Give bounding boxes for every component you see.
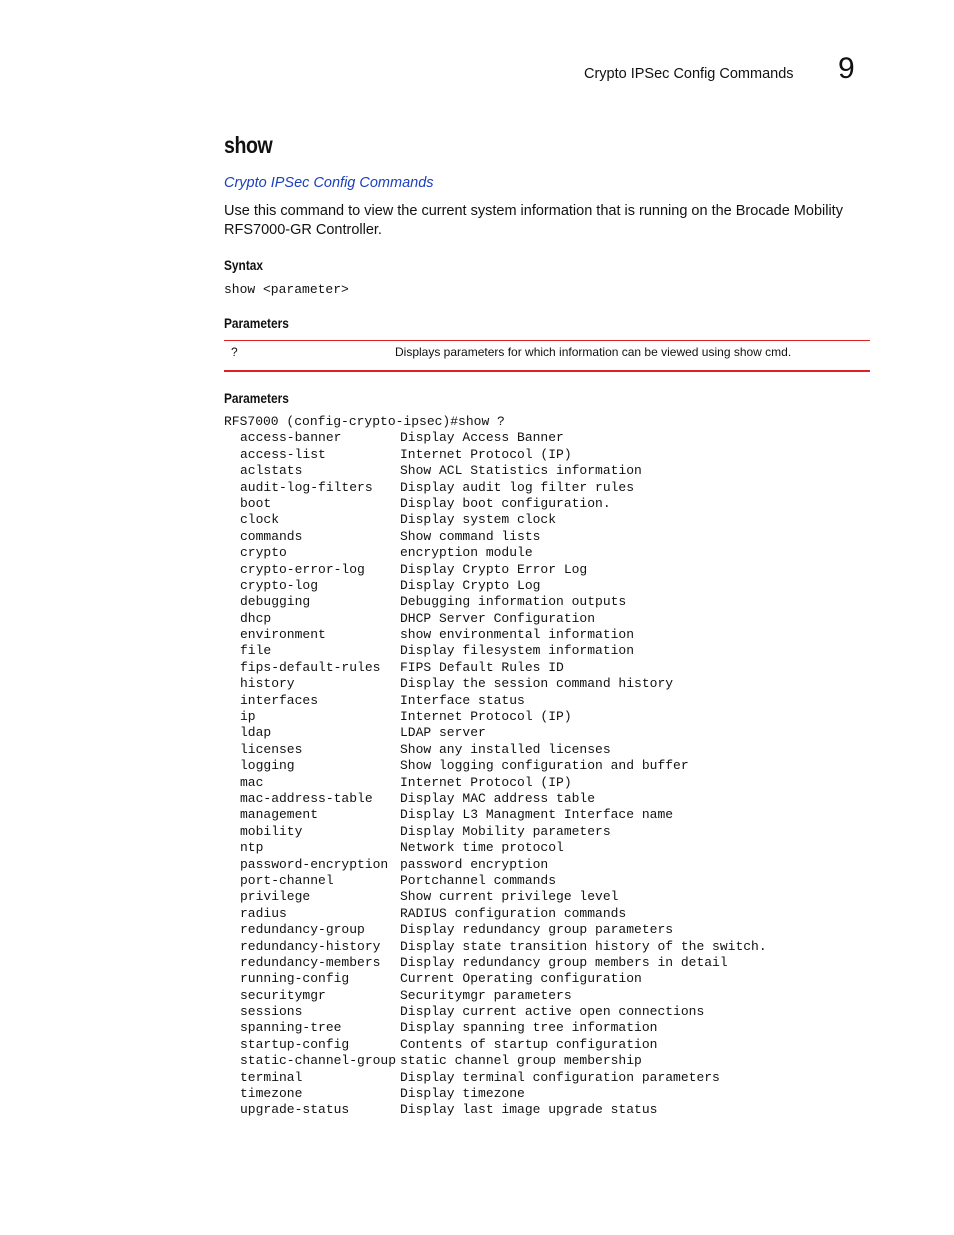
cli-command: sessions xyxy=(240,1004,303,1020)
cli-row xyxy=(224,643,767,659)
cli-command: port-channel xyxy=(240,872,334,888)
cli-command-description: Securitymgr parameters xyxy=(400,987,572,1003)
cli-command-description: Display audit log filter rules xyxy=(400,479,635,495)
cli-row xyxy=(224,594,767,610)
cli-row xyxy=(224,775,767,791)
cli-row xyxy=(224,529,767,545)
cli-command: debugging xyxy=(240,594,311,610)
cli-command: radius xyxy=(240,905,287,921)
cli-command-description: Display Crypto Log xyxy=(400,577,541,593)
cli-command: ntp xyxy=(240,840,264,856)
cli-row xyxy=(224,676,767,692)
cli-command-description: LDAP server xyxy=(400,725,486,741)
cli-command: boot xyxy=(240,495,272,511)
cli-row xyxy=(224,512,767,528)
cli-command: upgrade-status xyxy=(240,1102,350,1118)
cli-row xyxy=(224,1070,767,1086)
cli-command: licenses xyxy=(240,741,303,757)
section-link[interactable]: Crypto IPSec Config Commands xyxy=(224,175,434,191)
cli-command-description: Display current active open connections xyxy=(400,1004,705,1020)
cli-row xyxy=(224,873,767,889)
cli-row xyxy=(224,480,767,496)
cli-command: redundancy-history xyxy=(240,938,381,954)
cli-command-description: Display redundancy group members in detail xyxy=(400,954,728,970)
cli-command: privilege xyxy=(240,889,311,905)
cli-command-description: static channel group membership xyxy=(400,1053,642,1069)
cli-command-description: Display redundancy group parameters xyxy=(400,922,674,938)
cli-row xyxy=(224,496,767,512)
cli-command-description: Internet Protocol (IP) xyxy=(400,709,572,725)
cli-command-description: Display terminal configuration parameters xyxy=(400,1069,720,1085)
cli-command: running-config xyxy=(240,971,350,987)
cli-row xyxy=(224,1102,767,1118)
cli-row xyxy=(224,857,767,873)
cli-command-description: Display Crypto Error Log xyxy=(400,561,588,577)
cli-row xyxy=(224,725,767,741)
cli-row xyxy=(224,1004,767,1020)
parameter-description: Displays parameters for which information can be viewed using show cmd. xyxy=(395,345,792,359)
cli-row xyxy=(224,1037,767,1053)
cli-command-description: Internet Protocol (IP) xyxy=(400,446,572,462)
cli-command: spanning-tree xyxy=(240,1020,342,1036)
cli-row xyxy=(224,562,767,578)
chapter-number: 9 xyxy=(838,52,855,85)
parameters-table xyxy=(224,340,870,372)
cli-command-description: password encryption xyxy=(400,856,549,872)
cli-command: fips-default-rules xyxy=(240,659,381,675)
cli-command-description: DHCP Server Configuration xyxy=(400,610,596,626)
cli-command: environment xyxy=(240,627,326,643)
cli-command: mac xyxy=(240,774,264,790)
cli-command-description: Display spanning tree information xyxy=(400,1020,658,1036)
cli-command: mac-address-table xyxy=(240,790,373,806)
cli-command-description: Contents of startup configuration xyxy=(400,1036,658,1052)
cli-command-description: show environmental information xyxy=(400,627,635,643)
cli-row xyxy=(224,693,767,709)
cli-row xyxy=(224,758,767,774)
cli-command: access-banner xyxy=(240,430,342,446)
cli-command: logging xyxy=(240,758,295,774)
cli-command: crypto-error-log xyxy=(240,561,365,577)
cli-command-description: Show command lists xyxy=(400,528,541,544)
cli-command-description: Display system clock xyxy=(400,512,557,528)
example-heading: Parameters xyxy=(224,390,289,406)
cli-row xyxy=(224,430,767,446)
cli-command: crypto xyxy=(240,545,287,561)
running-header-section: Crypto IPSec Config Commands xyxy=(584,66,794,82)
cli-row xyxy=(224,955,767,971)
cli-row xyxy=(224,447,767,463)
cli-command: aclstats xyxy=(240,463,303,479)
cli-row xyxy=(224,742,767,758)
cli-command-description: Display last image upgrade status xyxy=(400,1102,658,1118)
cli-row xyxy=(224,709,767,725)
cli-command: clock xyxy=(240,512,280,528)
cli-command-description: Display the session command history xyxy=(400,676,674,692)
cli-command: ip xyxy=(240,709,256,725)
cli-command-description: Show ACL Statistics information xyxy=(400,463,642,479)
cli-row xyxy=(224,627,767,643)
cli-command: securitymgr xyxy=(240,987,326,1003)
cli-command-description: Debugging information outputs xyxy=(400,594,627,610)
cli-command-description: Current Operating configuration xyxy=(400,971,642,987)
cli-command-description: Portchannel commands xyxy=(400,872,557,888)
parameters-heading: Parameters xyxy=(224,315,289,331)
cli-command-description: Display boot configuration. xyxy=(400,495,611,511)
cli-row xyxy=(224,906,767,922)
cli-row xyxy=(224,939,767,955)
cli-command: access-list xyxy=(240,446,326,462)
cli-row xyxy=(224,840,767,856)
cli-row xyxy=(224,578,767,594)
cli-command-description: Show current privilege level xyxy=(400,889,619,905)
cli-command-description: Network time protocol xyxy=(400,840,564,856)
cli-command: crypto-log xyxy=(240,577,319,593)
cli-command: audit-log-filters xyxy=(240,479,373,495)
cli-row xyxy=(224,971,767,987)
syntax-heading: Syntax xyxy=(224,257,264,273)
cli-command: management xyxy=(240,807,319,823)
cli-row xyxy=(224,824,767,840)
cli-command-description: Interface status xyxy=(400,692,525,708)
cli-command: timezone xyxy=(240,1086,303,1102)
cli-command-description: Display timezone xyxy=(400,1086,525,1102)
cli-command: password-encryption xyxy=(240,856,389,872)
cli-command: interfaces xyxy=(240,692,319,708)
cli-command-description: Display filesystem information xyxy=(400,643,635,659)
cli-command: file xyxy=(240,643,272,659)
cli-command-description: Display MAC address table xyxy=(400,790,596,806)
cli-command-description: Display Access Banner xyxy=(400,430,564,446)
cli-command-description: Show any installed licenses xyxy=(400,741,611,757)
cli-command-description: encryption module xyxy=(400,545,533,561)
cli-row xyxy=(224,545,767,561)
cli-command-description: Display state transition history of the switch. xyxy=(400,938,767,954)
cli-command-description: FIPS Default Rules ID xyxy=(400,659,564,675)
parameter-key: ? xyxy=(231,345,238,359)
cli-row xyxy=(224,611,767,627)
cli-command-description: Display L3 Managment Interface name xyxy=(400,807,674,823)
cli-row xyxy=(224,1020,767,1036)
cli-command: redundancy-members xyxy=(240,954,381,970)
cli-row xyxy=(224,988,767,1004)
cli-command: static-channel-group xyxy=(240,1053,397,1069)
cli-command: terminal xyxy=(240,1069,303,1085)
cli-command: history xyxy=(240,676,295,692)
cli-row xyxy=(224,463,767,479)
cli-command-description: RADIUS configuration commands xyxy=(400,905,627,921)
cli-output xyxy=(224,414,767,1119)
command-description: Use this command to view the current system information that is running on the Brocade Mobility RFS7000-GR Controller. xyxy=(224,203,843,238)
cli-command: mobility xyxy=(240,823,303,839)
cli-prompt: RFS7000 (config-crypto-ipsec)#show ? xyxy=(224,414,505,429)
cli-command: dhcp xyxy=(240,610,272,626)
cli-row xyxy=(224,807,767,823)
cli-row xyxy=(224,660,767,676)
cli-row xyxy=(224,791,767,807)
cli-command: redundancy-group xyxy=(240,922,365,938)
cli-command: startup-config xyxy=(240,1036,350,1052)
cli-command: commands xyxy=(240,528,303,544)
page-title: show xyxy=(224,132,273,158)
cli-row xyxy=(224,1053,767,1069)
cli-command-description: Show logging configuration and buffer xyxy=(400,758,689,774)
cli-command-description: Internet Protocol (IP) xyxy=(400,774,572,790)
cli-command: ldap xyxy=(240,725,272,741)
syntax-code: show <parameter> xyxy=(224,282,349,297)
cli-row xyxy=(224,922,767,938)
cli-command-description: Display Mobility parameters xyxy=(400,823,611,839)
cli-row xyxy=(224,1086,767,1102)
cli-row xyxy=(224,889,767,905)
